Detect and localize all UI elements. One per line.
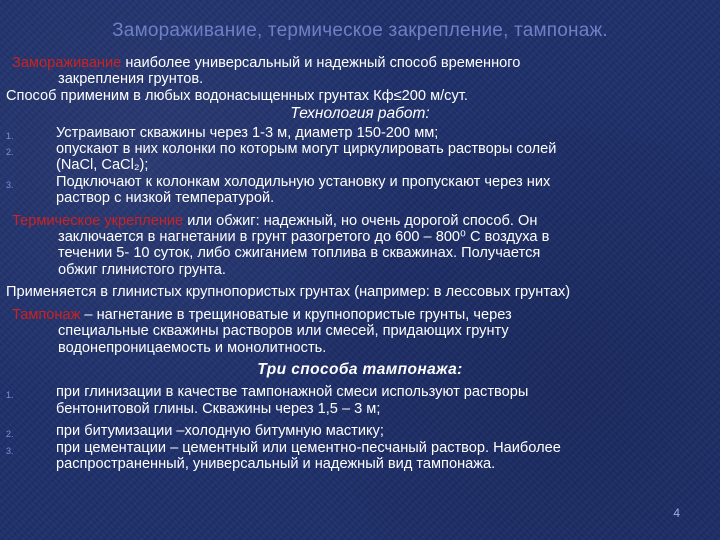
thermal-paragraph (6, 213, 714, 279)
freezing-term: Замораживание (12, 55, 122, 71)
method-item (6, 440, 714, 473)
thermal-text-line2: заключается в нагнетании в грунт разогретого до 600 – 800⁰ С воздуха в (58, 229, 550, 246)
slide-content (6, 55, 714, 472)
list-number: 2. (6, 147, 14, 158)
list-number: 2. (6, 429, 14, 440)
methods-heading: Три способа тампонажа: (257, 360, 463, 378)
grouting-term: Тампонаж (12, 306, 81, 323)
method-text-line1: при цементации – цементный или цементно-песчаный раствор. Наиболее (56, 439, 561, 456)
step-text-line1: Подключают к колонкам холодильную установку и пропускают через них (56, 173, 551, 190)
technology-step (6, 141, 714, 174)
step-text-line2: раствор с низкой температурой. (56, 190, 275, 207)
list-number: 3. (6, 445, 14, 456)
step-text-line1: Устраивают скважины через 1-3 м, диаметр 150-200 мм; (56, 124, 439, 141)
technology-step (6, 174, 714, 207)
freezing-text-line2: закрепления грунтов. (58, 71, 204, 88)
grouting-text-line1: – нагнетание в трещиноватые и крупнопористые грунты, через (80, 306, 512, 323)
freezing-text-line1: наиболее универсальный и надежный способ временного (121, 55, 521, 71)
freezing-note: Способ применим в любых водонасыщенных грунтах Кф≤200 м/сут. (6, 87, 468, 104)
method-text-line2: бентонитовой глины. Скважины через 1,5 – 3 м; (56, 400, 381, 417)
slide-title: Замораживание, термическое закрепление, тампонаж. (112, 20, 608, 41)
thermal-text-line1: или обжиг: надежный, но очень дорогой способ. Он (183, 212, 538, 229)
method-item (6, 423, 714, 439)
technology-heading: Технология работ: (290, 105, 430, 123)
list-number: 3. (6, 179, 14, 190)
step-text-line2: (NaCl, CaCl₂); (56, 157, 149, 174)
thermal-text-line4: обжиг глинистого грунта. (58, 261, 226, 278)
thermal-note: Применяется в глинистых крупнопористых грунтах (например: в лессовых грунтах) (6, 284, 571, 301)
list-number: 1. (6, 390, 14, 401)
freezing-paragraph (6, 55, 714, 88)
technology-step (6, 125, 714, 141)
thermal-term: Термическое укрепление (12, 212, 184, 229)
thermal-text-line3: течении 5- 10 суток, либо сжиганием топлива в скважинах. Получается (58, 245, 541, 262)
grouting-text-line3: водонепроницаемость и монолитность. (58, 339, 327, 356)
method-text-line1: при битумизации –холодную битумную мастику; (56, 423, 384, 440)
step-text-line1: опускают в них колонки по которым могут циркулировать растворы солей (56, 141, 557, 158)
method-text-line2: распространенный, универсальный и надежный вид тампонажа. (56, 455, 496, 472)
method-text-line1: при глинизации в качестве тампонажной смеси используют растворы (56, 384, 529, 401)
list-number: 1. (6, 130, 14, 141)
grouting-text-line2: специальные скважины растворов или смесей, придающих грунту (58, 323, 509, 340)
method-item (6, 384, 714, 417)
page-number: 4 (673, 506, 680, 520)
grouting-paragraph (6, 307, 714, 356)
